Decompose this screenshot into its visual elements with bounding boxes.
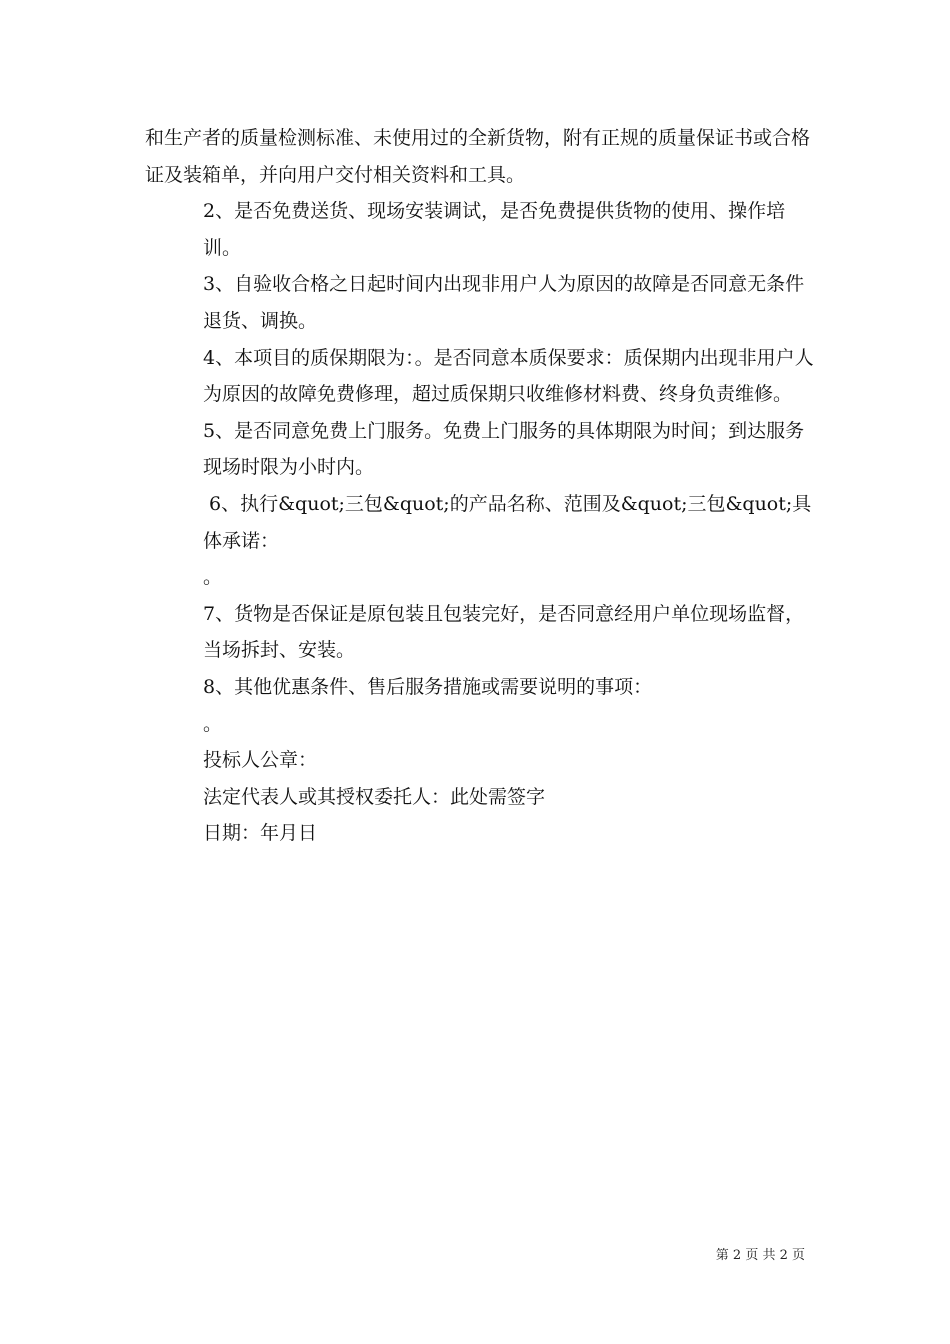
paragraph-item-8-blank: 。 <box>203 712 223 735</box>
paragraph-item-4: 4、本项目的质保期限为：。是否同意本质保要求：质保期内出现非用户人为原因的故障免费修理，超过质保期只收维修材料费、终身负责维修。 <box>203 346 814 406</box>
paragraph-item-8: 8、其他优惠条件、售后服务措施或需要说明的事项： <box>203 675 653 698</box>
paragraph-quality-standard: 和生产者的质量检测标准、未使用过的全新货物，附有正规的质量保证书或合格证及装箱单，并向用户交付相关资料和工具。 <box>145 127 811 186</box>
legal-representative-line: 法定代表人或其授权委托人：此处需签字 <box>203 785 546 808</box>
document-body <box>145 120 815 852</box>
paragraph-item-6: 6、执行&quot;三包&quot;的产品名称、范围及&quot;三包&quot;具体承诺： <box>203 492 812 552</box>
paragraph-item-7: 7、货物是否保证是原包装且包装完好，是否同意经用户单位现场监督，当场拆封、安装。 <box>203 602 805 662</box>
bidder-seal-line: 投标人公章： <box>203 749 318 772</box>
paragraph-item-5: 5、是否同意免费上门服务。免费上门服务的具体期限为时间；到达服务现场时限为小时内。 <box>203 419 805 479</box>
paragraph-item-3: 3、自验收合格之日起时间内出现非用户人为原因的故障是否同意无条件退货、调换。 <box>203 273 805 332</box>
paragraph-item-6-blank: 。 <box>203 566 223 589</box>
date-line: 日期：年月日 <box>203 822 318 845</box>
page-number-footer: 第 2 页 共 2 页 <box>715 1248 805 1263</box>
paragraph-item-2: 2、是否免费送货、现场安装调试，是否免费提供货物的使用、操作培训。 <box>203 200 786 259</box>
